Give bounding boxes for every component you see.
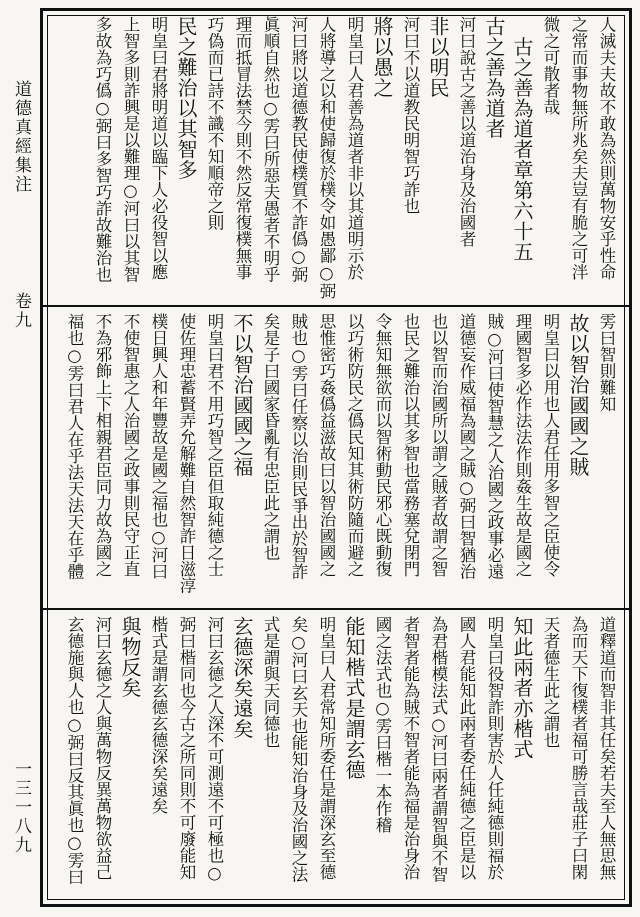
volume-label: 卷九 bbox=[11, 292, 31, 330]
text-column: 天者德生此之謂也 bbox=[541, 616, 560, 748]
text-column: 不為邪飾上下相親君臣同力故為國之 bbox=[93, 313, 112, 577]
book-title: 道德真經集注 bbox=[11, 80, 31, 194]
text-column: 楷式是謂玄德玄德深矣遠矣 bbox=[149, 616, 168, 814]
text-column: 福也○雱曰君人在乎法天法天在乎體 bbox=[65, 313, 84, 580]
text-panel-top bbox=[60, 16, 620, 300]
text-column: 河曰說古之善以道治身及治國者 bbox=[457, 16, 476, 247]
text-panel-middle bbox=[60, 313, 620, 603]
text-column: 民之難治以其智多 bbox=[174, 16, 198, 180]
text-column: 也以智而治國所以謂之賊者故謂之智 bbox=[429, 313, 448, 577]
text-column: 玄德施與人也○弼曰反其眞也○雱曰 bbox=[65, 616, 84, 885]
page-number: 一三一八九 bbox=[11, 760, 31, 855]
text-column: 樸日興人和年豐故是國之福也○河曰 bbox=[149, 313, 168, 580]
text-column: 以巧術防民之僞民知其術防隨而避之 bbox=[345, 313, 364, 577]
text-column: 國之法式也○雱曰楷一本作稽 bbox=[373, 616, 392, 833]
text-column: 不以智治國國之福 bbox=[230, 313, 254, 477]
text-column: 國人君能知此兩者委任純德之臣是以 bbox=[457, 616, 476, 880]
text-column: 為而天下復樸者福可勝言哉莊子曰閑 bbox=[569, 616, 588, 880]
text-column: 不使智惠之人治國之政事則民守正直 bbox=[121, 313, 140, 577]
text-column: 微之可散者哉 bbox=[541, 16, 560, 115]
panel-divider-2 bbox=[40, 608, 632, 610]
text-column: 使佐理忠蓄賢弄允解難自然智詐日滋淳 bbox=[177, 313, 196, 594]
text-column: 令無知無欲而以智術動民邪心既動復 bbox=[373, 313, 392, 577]
text-column: 明皇曰人君善為道者非以其道明示於 bbox=[345, 16, 364, 280]
text-column: 明皇曰役智詐則害於人任純德則福於 bbox=[485, 616, 504, 880]
text-column: 能知楷式是謂玄德 bbox=[342, 616, 366, 780]
text-column: 理而抵冒法禁今則不然反常復樸無事 bbox=[233, 16, 252, 280]
text-column: 巧偽而已詩不識不知順帝之則 bbox=[205, 16, 224, 231]
text-column: 知此兩者亦楷式 bbox=[510, 616, 534, 760]
text-column: 道德妄作威福為國之賊○弼曰智猶治 bbox=[457, 313, 476, 580]
text-column: 多故為巧僞○弼曰多智巧詐故難治也 bbox=[93, 16, 112, 283]
text-column: 非以明民 bbox=[426, 16, 450, 98]
text-column: 明皇曰以用也人君任用多智之臣使令 bbox=[541, 313, 560, 577]
text-column: 將以愚之 bbox=[370, 16, 394, 98]
text-column: 河曰不以道教民明智巧詐也 bbox=[401, 16, 420, 214]
text-column: 人將導之以和使歸復於樸令如愚鄙○弼 bbox=[317, 16, 336, 299]
text-column: 道釋道而智非其任矣若夫至人無思無 bbox=[597, 616, 616, 880]
text-column: 賊也○雱曰任察以治則民爭出於智詐 bbox=[289, 313, 308, 580]
text-column: 河曰玄德之人深不可測遠不可極也○ bbox=[205, 616, 224, 883]
text-column: 故以智治國國之賊 bbox=[566, 313, 590, 477]
text-column: 雱曰智則難知 bbox=[597, 313, 616, 412]
text-column: 式是謂與天同德也 bbox=[261, 616, 280, 748]
text-column: 明皇曰君將明道以臨下人必役智以應 bbox=[149, 16, 168, 280]
text-column: 也民之難治以其多智也當務塞兌閉門 bbox=[401, 313, 420, 577]
text-column: 理國智多必作法法作則姦生故是國之 bbox=[513, 313, 532, 577]
text-column: 玄德深矣遠矣 bbox=[230, 616, 254, 739]
text-column: 河曰玄德之人與萬物反異萬物欲益己 bbox=[93, 616, 112, 880]
text-column: 弼曰楷同也今古之所同則不可廢能知 bbox=[177, 616, 196, 880]
text-column: 明皇曰人君常知所委任是謂深玄至德 bbox=[317, 616, 336, 880]
text-column: 古之善為道者 bbox=[482, 16, 506, 139]
panel-divider-1 bbox=[40, 305, 632, 307]
text-column: 之常而事物無所兆矣夫豈有脆之可泮 bbox=[569, 16, 588, 280]
text-column: 古之善為道者章第六十五 bbox=[510, 16, 534, 262]
text-column: 思惟密巧姦僞益滋故曰以智治國國之 bbox=[317, 313, 336, 577]
text-panel-bottom bbox=[60, 616, 620, 900]
text-column: 者智者能為賊不智者能為福是治身治 bbox=[401, 616, 420, 880]
text-column: 矣○河曰玄天也能知治身及治國之法 bbox=[289, 616, 308, 883]
text-column: 明皇曰君不用巧智之臣但取純德之士 bbox=[205, 313, 224, 577]
text-column: 眞順自然也○雱曰所惡夫愚者不明乎 bbox=[261, 16, 280, 283]
text-column: 矣是子曰國家昏亂有忠臣此之謂也 bbox=[261, 313, 280, 561]
text-column: 與物反矣 bbox=[118, 616, 142, 698]
text-column: 為君楷模法式○河曰兩者謂智與不智 bbox=[429, 616, 448, 883]
text-column: 上智多則詐興是以難理○河曰以其智 bbox=[121, 16, 140, 283]
text-column: 人滅夫夫故不敢為然則萬物安乎性命 bbox=[597, 16, 616, 280]
text-column: 賊○河曰使智慧之人治國之政事必遠 bbox=[485, 313, 504, 580]
text-column: 河曰將以道德教民使樸質不詐僞○弼 bbox=[289, 16, 308, 283]
